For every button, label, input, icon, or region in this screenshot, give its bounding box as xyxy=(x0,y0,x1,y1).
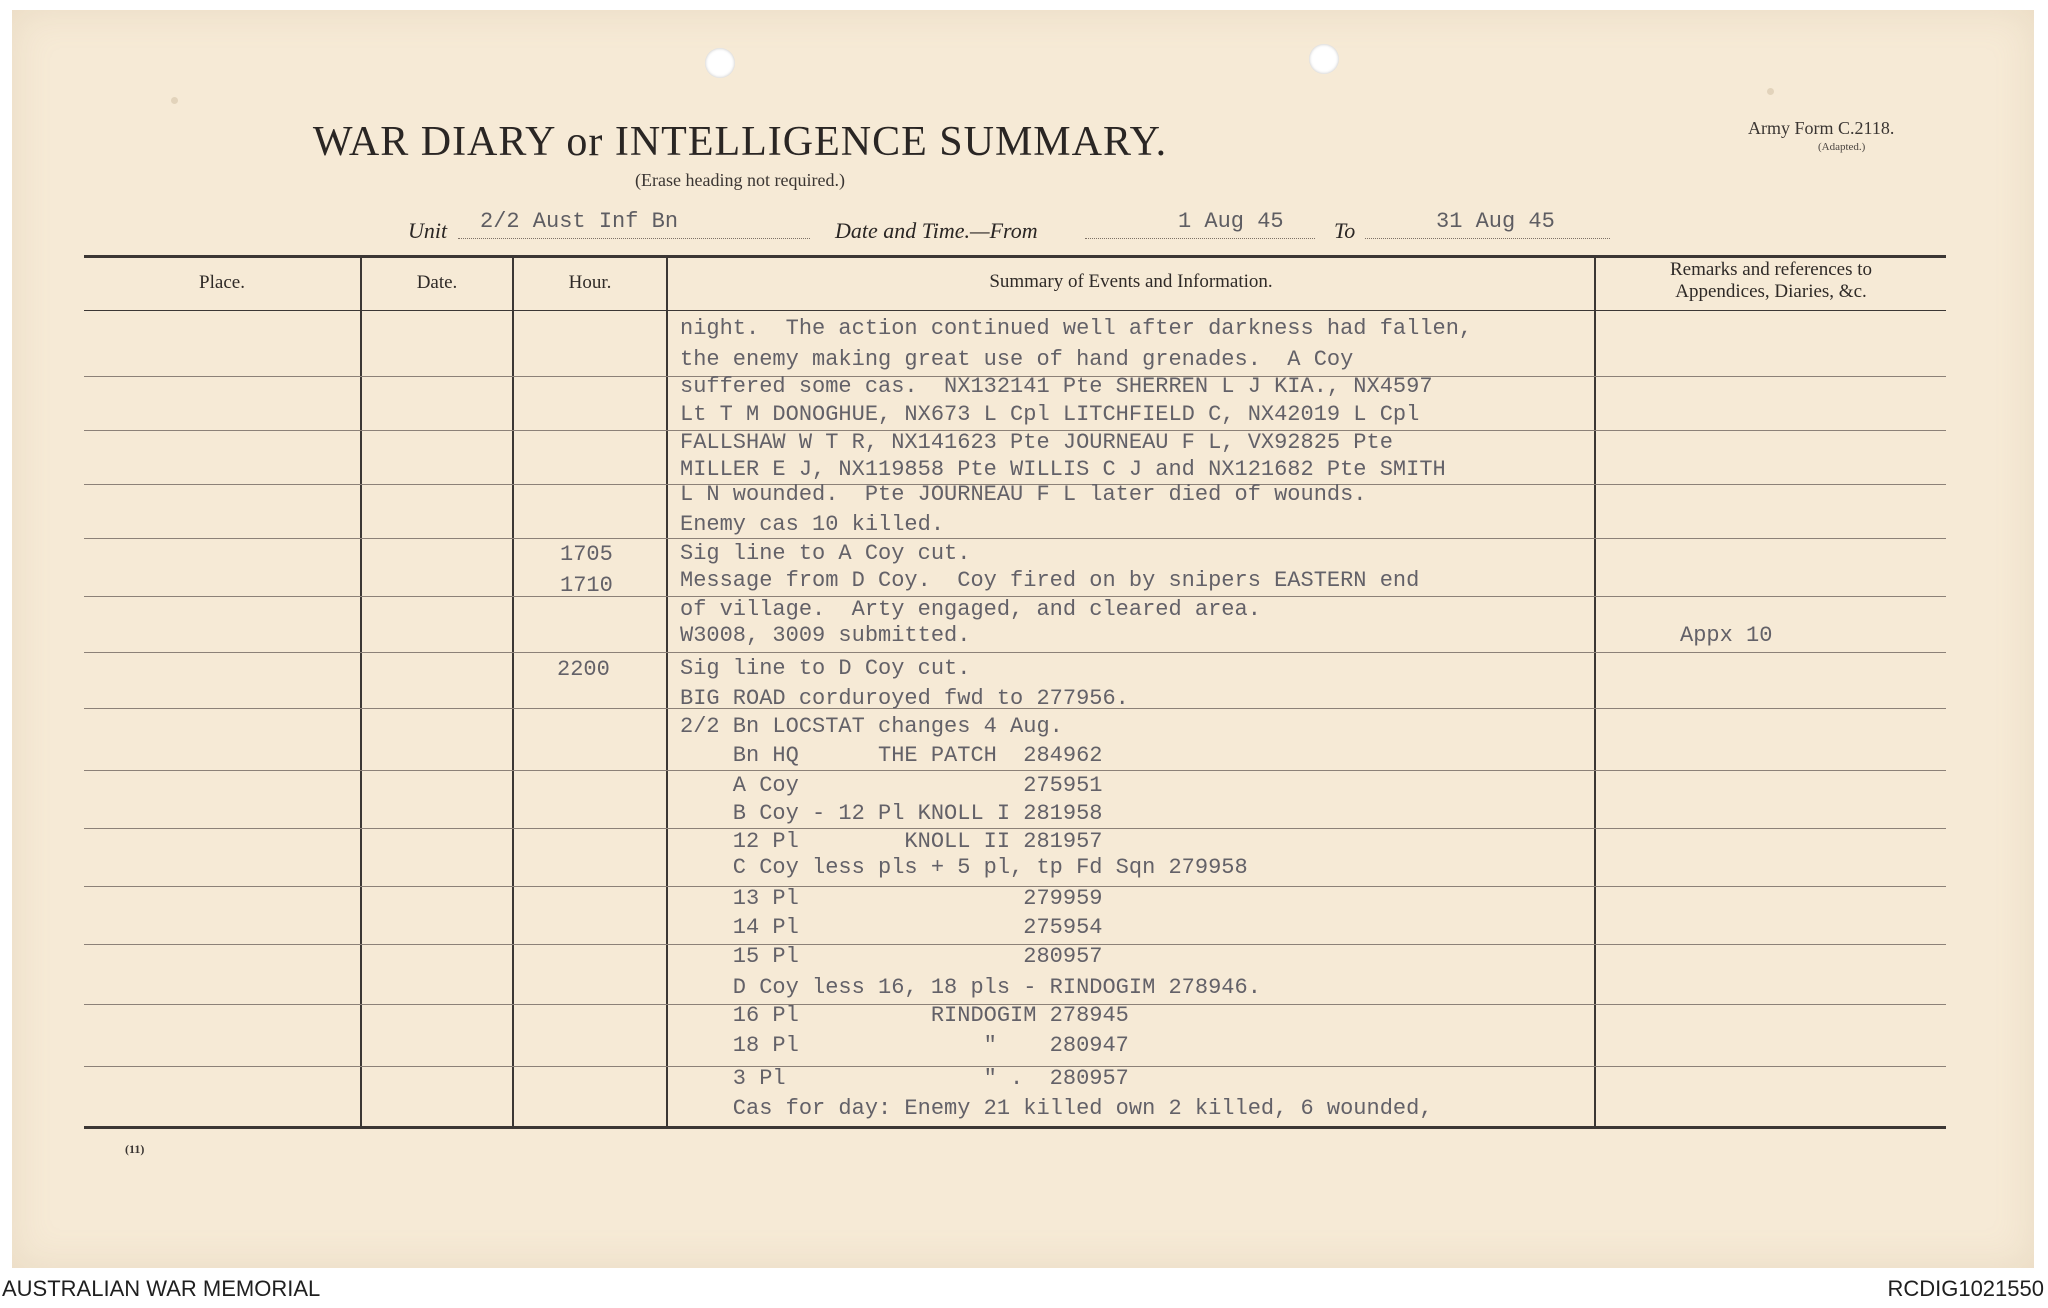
date-from-dotline xyxy=(1085,238,1315,239)
punch-hole-right xyxy=(1309,44,1339,74)
summary-line: B Coy - 12 Pl KNOLL I 281958 xyxy=(680,801,1103,826)
to-label: To xyxy=(1334,218,1356,243)
summary-line: Cas for day: Enemy 21 killed own 2 killed, 6 wounded, xyxy=(680,1096,1433,1121)
punch-hole-left xyxy=(705,48,735,78)
summary-line: the enemy making great use of hand grenades. A Coy xyxy=(680,347,1354,372)
date-from-value: 1 Aug 45 xyxy=(1178,209,1284,234)
header-summary: Summary of Events and Information. xyxy=(989,271,1273,292)
remarks-entry: Appx 10 xyxy=(1680,623,1773,648)
form-title: WAR DIARY or INTELLIGENCE SUMMARY. xyxy=(312,119,1168,165)
summary-line: MILLER E J, NX119858 Pte WILLIS C J and NX121682 Pte SMITH xyxy=(680,457,1446,482)
summary-line: night. The action continued well after darkness had fallen, xyxy=(680,316,1473,341)
archive-credit: AUSTRALIAN WAR MEMORIAL xyxy=(2,1276,321,1301)
summary-line: W3008, 3009 submitted. xyxy=(680,623,971,648)
column-divider-summary xyxy=(666,258,668,1128)
archive-reference: RCDIG1021550 xyxy=(1887,1276,2044,1301)
summary-line: suffered some cas. NX132141 Pte SHERREN L J KIA., NX4597 xyxy=(680,374,1433,399)
summary-line: Sig line to D Coy cut. xyxy=(680,656,971,681)
date-to-dotline xyxy=(1365,238,1610,239)
summary-line: Message from D Coy. Coy fired on by snipers EASTERN end xyxy=(680,568,1420,593)
unit-label: Unit xyxy=(408,218,448,243)
summary-line: Lt T M DONOGHUE, NX673 L Cpl LITCHFIELD C, NX42019 L Cpl xyxy=(680,402,1420,427)
summary-line: C Coy less pls + 5 pl, tp Fd Sqn 279958 xyxy=(680,855,1248,880)
summary-line: 3 Pl " . 280957 xyxy=(680,1066,1129,1091)
summary-line: Sig line to A Coy cut. xyxy=(680,541,971,566)
unit-dotline xyxy=(458,238,810,239)
column-divider-date xyxy=(360,258,362,1128)
summary-line: 18 Pl " 280947 xyxy=(680,1033,1129,1058)
header-remarks-line1: Remarks and references to xyxy=(1669,259,1873,280)
summary-line: 12 Pl KNOLL II 281957 xyxy=(680,829,1103,854)
summary-line: of village. Arty engaged, and cleared area. xyxy=(680,597,1261,622)
header-remarks-line2: Appendices, Diaries, &c. xyxy=(1675,281,1867,302)
date-label: Date and Time.—From xyxy=(835,218,1038,243)
summary-line: FALLSHAW W T R, NX141623 Pte JOURNEAU F L, VX92825 Pte xyxy=(680,430,1393,455)
row-rule xyxy=(84,652,1946,653)
summary-line: 14 Pl 275954 xyxy=(680,915,1103,940)
table-top-rule xyxy=(84,255,1946,258)
hour-entry: 1705 xyxy=(560,542,613,567)
table-bottom-rule xyxy=(84,1126,1946,1129)
summary-line: 2/2 Bn LOCSTAT changes 4 Aug. xyxy=(680,714,1063,739)
summary-line: A Coy 275951 xyxy=(680,773,1103,798)
pin-mark xyxy=(171,97,178,104)
form-subtitle: (Erase heading not required.) xyxy=(635,170,845,190)
summary-line: 15 Pl 280957 xyxy=(680,944,1103,969)
column-divider-hour xyxy=(512,258,514,1128)
army-form-note: (Adapted.) xyxy=(1818,141,1866,153)
row-rule xyxy=(84,538,1946,539)
army-form-number: Army Form C.2118. xyxy=(1748,118,1895,138)
unit-value: 2/2 Aust Inf Bn xyxy=(480,209,679,234)
header-remarks xyxy=(1596,259,1946,303)
summary-line: 16 Pl RINDOGIM 278945 xyxy=(680,1003,1129,1028)
row-rule xyxy=(84,770,1946,771)
header-hour: Hour. xyxy=(568,272,612,293)
summary-line: Enemy cas 10 killed. xyxy=(680,512,945,537)
header-bottom-rule xyxy=(84,310,1946,311)
pin-mark xyxy=(1767,88,1774,95)
column-divider-remarks xyxy=(1594,258,1596,1128)
header-place: Place. xyxy=(199,272,245,293)
hour-entry: 2200 xyxy=(557,657,610,682)
summary-line: L N wounded. Pte JOURNEAU F L later died of wounds. xyxy=(680,482,1367,507)
hour-entry: 1710 xyxy=(560,573,613,598)
summary-line: 13 Pl 279959 xyxy=(680,886,1103,911)
summary-line: BIG ROAD corduroyed fwd to 277956. xyxy=(680,686,1129,711)
date-to-value: 31 Aug 45 xyxy=(1436,209,1555,234)
form-print-number: (11) xyxy=(125,1142,145,1156)
summary-line: Bn HQ THE PATCH 284962 xyxy=(680,743,1103,768)
summary-line: D Coy less 16, 18 pls - RINDOGIM 278946. xyxy=(680,975,1261,1000)
header-date: Date. xyxy=(416,272,458,293)
